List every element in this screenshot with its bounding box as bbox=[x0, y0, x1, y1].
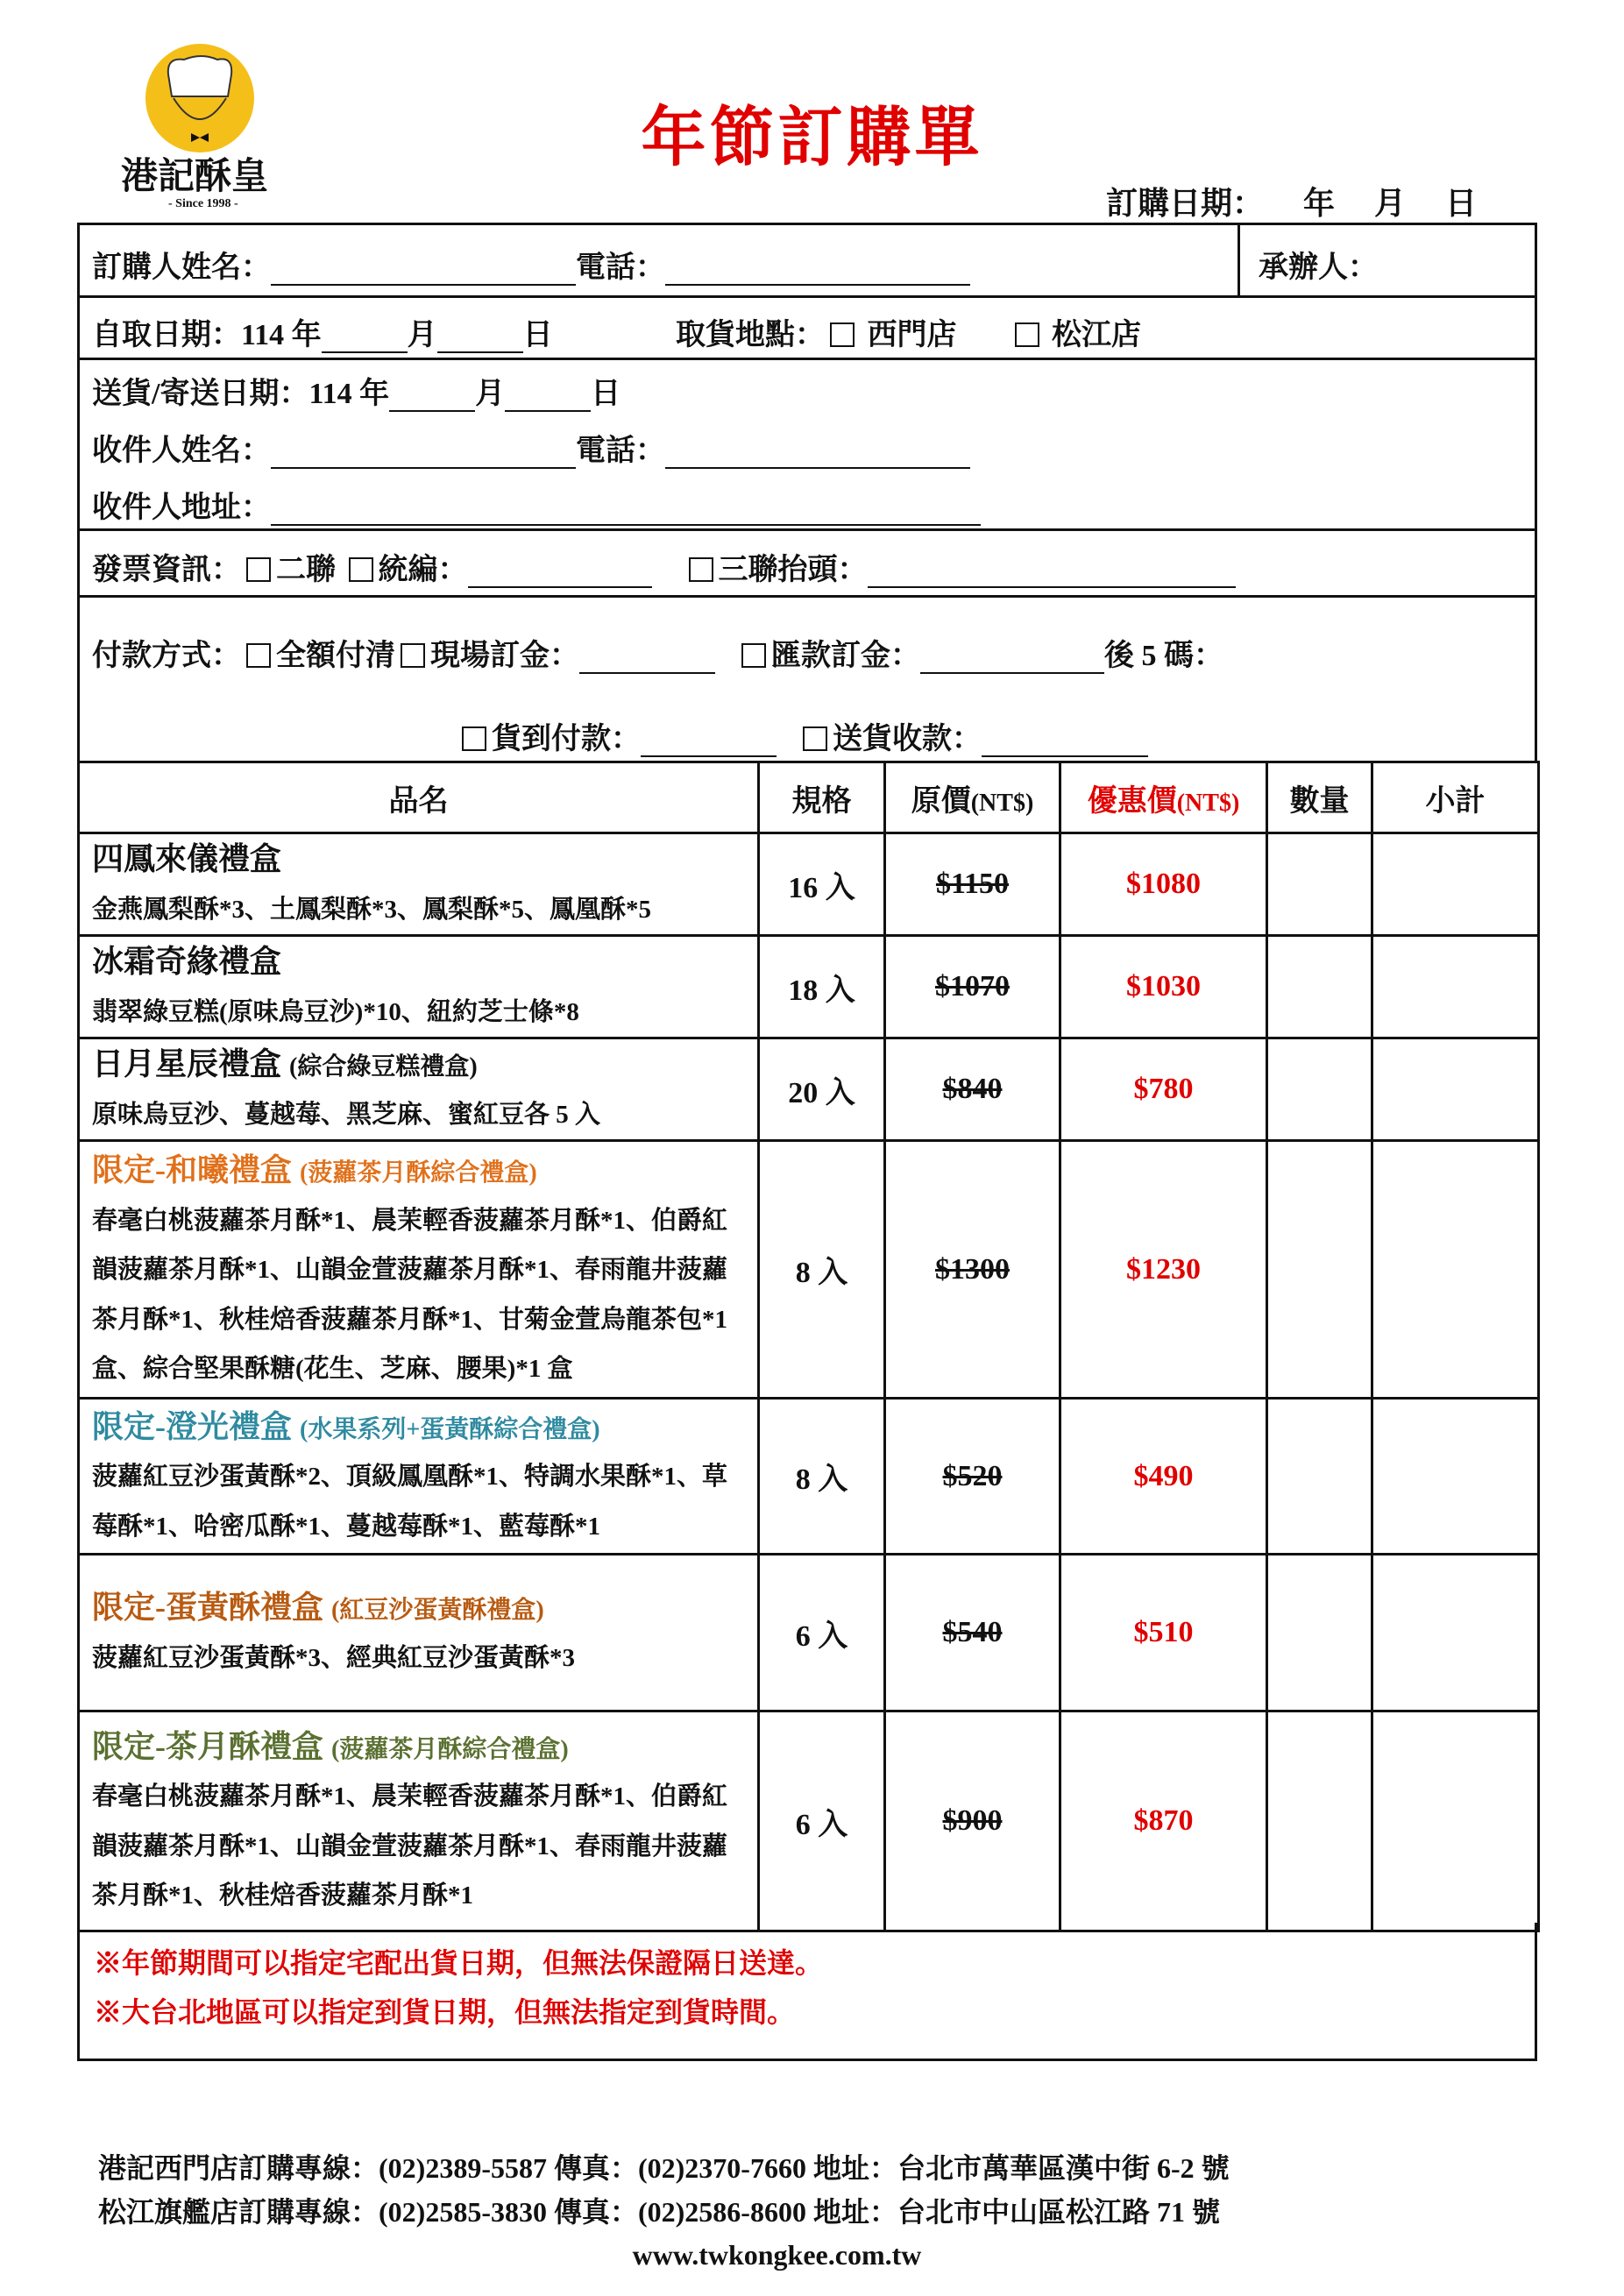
collect-checkbox[interactable] bbox=[803, 726, 827, 751]
item-spec: 16 入 bbox=[759, 833, 885, 936]
item-spec: 6 入 bbox=[759, 1555, 885, 1711]
table-row bbox=[79, 833, 1539, 936]
item-name-cell bbox=[79, 1141, 759, 1399]
day-label: 日 bbox=[522, 319, 553, 351]
buyer-phone-field[interactable] bbox=[665, 256, 970, 286]
item-sale-price: $870 bbox=[1060, 1711, 1267, 1931]
item-name-cell bbox=[79, 1555, 759, 1711]
invoice-label: 發票資訊： bbox=[92, 554, 241, 586]
cod-field[interactable] bbox=[641, 727, 777, 757]
buyer-phone-label: 電話： bbox=[576, 252, 665, 284]
recipient-name-field[interactable] bbox=[271, 439, 576, 469]
delivery-month-field[interactable] bbox=[389, 382, 475, 412]
day-label: 日 bbox=[591, 378, 621, 410]
collect-label: 送貨收款： bbox=[833, 723, 982, 755]
tax-id-field[interactable] bbox=[468, 558, 652, 588]
order-date bbox=[1106, 179, 1477, 223]
qty-field[interactable] bbox=[1267, 1038, 1372, 1141]
page-title: 年節訂購單 bbox=[641, 103, 983, 174]
item-name-cell bbox=[79, 936, 759, 1038]
item-sale-price: $1030 bbox=[1060, 936, 1267, 1038]
item-name-cell bbox=[79, 1399, 759, 1555]
col-orig bbox=[885, 762, 1060, 833]
currency: (NT$) bbox=[970, 789, 1034, 817]
item-spec: 6 入 bbox=[759, 1711, 885, 1931]
last5-label: 後 5 碼： bbox=[1104, 640, 1223, 672]
inv3-label: 三聯抬頭： bbox=[718, 554, 868, 586]
buyer-name-label: 訂購人姓名： bbox=[92, 252, 271, 284]
table-row bbox=[79, 1399, 1539, 1555]
item-spec: 18 入 bbox=[759, 936, 885, 1038]
cod-checkbox[interactable] bbox=[462, 726, 486, 751]
delivery-day-field[interactable] bbox=[505, 382, 591, 412]
col-sale bbox=[1060, 762, 1267, 833]
subtotal-field[interactable] bbox=[1372, 833, 1539, 936]
footer-songjiang: 松江旗艦店訂購專線：(02)2585-3830 傳真：(02)2586-8600 地址：台北市中山區松江路 71 號 bbox=[98, 2195, 1220, 2228]
invoice-row bbox=[80, 531, 1535, 598]
item-sale-price: $1080 bbox=[1060, 833, 1267, 936]
currency: (NT$) bbox=[1176, 789, 1240, 817]
item-spec: 8 入 bbox=[759, 1399, 885, 1555]
recipient-phone-label: 電話： bbox=[576, 435, 665, 467]
collect-field[interactable] bbox=[982, 727, 1148, 757]
logo-text: 港記酥皇 bbox=[121, 154, 269, 197]
pickup-date-label: 自取日期：114 年 bbox=[92, 319, 322, 351]
item-desc: 菠蘿紅豆沙蛋黃酥*3、經典紅豆沙蛋黃酥*3 bbox=[92, 1643, 576, 1672]
subtotal-field[interactable] bbox=[1372, 1711, 1539, 1931]
item-name-cell bbox=[79, 1711, 759, 1931]
qty-field[interactable] bbox=[1267, 1141, 1372, 1399]
item-desc: 菠蘿紅豆沙蛋黃酥*2、頂級鳳凰酥*1、特調水果酥*1、草莓酥*1、哈密瓜酥*1、蔓越莓酥*1、藍莓酥*1 bbox=[92, 1463, 728, 1541]
subtotal-field[interactable] bbox=[1372, 1399, 1539, 1555]
item-name: 限定-蛋黃酥禮盒 bbox=[92, 1590, 323, 1626]
orig-header: 原價 bbox=[911, 784, 971, 818]
store1-checkbox[interactable] bbox=[830, 322, 855, 347]
full-checkbox[interactable] bbox=[246, 643, 271, 668]
onsite-field[interactable] bbox=[579, 644, 715, 674]
item-spec: 8 入 bbox=[759, 1141, 885, 1399]
inv3-field[interactable] bbox=[868, 558, 1236, 588]
item-desc: 春毫白桃菠蘿茶月酥*1、晨茉輕香菠蘿茶月酥*1、伯爵紅韻菠蘿茶月酥*1、山韻金萱菠蘿茶月酥*1、春雨龍井菠蘿茶月酥*1、秋桂焙香菠蘿茶月酥*1、甘菊金萱烏龍茶包*1 盒、綜合堅果酥糖(花生、芝麻、腰果)*1 盒 bbox=[92, 1206, 728, 1384]
sale-header: 優惠價 bbox=[1087, 784, 1177, 818]
item-name: 限定-茶月酥禮盒 bbox=[92, 1728, 323, 1764]
item-desc: 翡翠綠豆糕(原味烏豆沙)*10、紐約芝士條*8 bbox=[92, 997, 579, 1026]
table-row bbox=[79, 1711, 1539, 1931]
item-subtitle: (菠蘿茶月酥綜合禮盒) bbox=[300, 1159, 537, 1187]
delivery-date-label: 送貨/寄送日期：114 年 bbox=[92, 378, 390, 410]
item-orig-price: $520 bbox=[885, 1399, 1060, 1555]
qty-field[interactable] bbox=[1267, 936, 1372, 1038]
inv2-label: 二聯 bbox=[276, 554, 336, 586]
svg-text:- Since 1998 -: - Since 1998 - bbox=[168, 197, 238, 210]
recipient-phone-field[interactable] bbox=[665, 439, 970, 469]
onsite-label: 現場訂金： bbox=[430, 640, 579, 672]
qty-field[interactable] bbox=[1267, 1711, 1372, 1931]
item-orig-price: $900 bbox=[885, 1711, 1060, 1931]
item-name: 冰霜奇緣禮盒 bbox=[92, 944, 282, 980]
item-name: 限定-和曦禮盒 bbox=[92, 1152, 292, 1188]
order-form bbox=[77, 223, 1537, 763]
footer-ximen: 港記西門店訂購專線：(02)2389-5587 傳真：(02)2370-7660 地址：台北市萬華區漢中街 6-2 號 bbox=[98, 2152, 1230, 2184]
cod-label: 貨到付款： bbox=[492, 723, 641, 755]
recipient-address-field[interactable] bbox=[271, 496, 981, 526]
item-orig-price: $540 bbox=[885, 1555, 1060, 1711]
item-subtitle: (紅豆沙蛋黃酥禮盒) bbox=[331, 1597, 544, 1625]
table-row bbox=[79, 1555, 1539, 1711]
buyer-name-field[interactable] bbox=[271, 256, 576, 286]
tax-id-label: 統編： bbox=[378, 554, 468, 586]
qty-field[interactable] bbox=[1267, 1399, 1372, 1555]
item-orig-price: $1150 bbox=[885, 833, 1060, 936]
item-sale-price: $780 bbox=[1060, 1038, 1267, 1141]
pickup-row bbox=[80, 298, 1535, 360]
subtotal-field[interactable] bbox=[1372, 936, 1539, 1038]
item-spec: 20 入 bbox=[759, 1038, 885, 1141]
year-label: 年 bbox=[1303, 186, 1336, 221]
col-spec: 規格 bbox=[759, 762, 885, 833]
store1-label: 西門店 bbox=[867, 319, 957, 351]
item-orig-price: $1070 bbox=[885, 936, 1060, 1038]
item-name: 日月星辰禮盒 bbox=[92, 1046, 282, 1082]
order-date-label: 訂購日期： bbox=[1106, 186, 1265, 221]
table-row bbox=[79, 936, 1539, 1038]
product-table bbox=[77, 761, 1540, 1932]
item-desc: 春毫白桃菠蘿茶月酥*1、晨茉輕香菠蘿茶月酥*1、伯爵紅韻菠蘿茶月酥*1、山韻金萱菠蘿茶月酥*1、春雨龍井菠蘿茶月酥*1、秋桂焙香菠蘿茶月酥*1 bbox=[92, 1782, 728, 1910]
item-orig-price: $840 bbox=[885, 1038, 1060, 1141]
col-qty: 數量 bbox=[1267, 762, 1372, 833]
website-link[interactable]: www.twkongkee.com.tw bbox=[632, 2239, 922, 2271]
item-subtitle: (水果系列+蛋黃酥綜合禮盒) bbox=[300, 1415, 600, 1443]
divider bbox=[1238, 225, 1240, 295]
qty-field[interactable] bbox=[1267, 1555, 1372, 1711]
item-name-cell bbox=[79, 833, 759, 936]
buyer-row bbox=[80, 225, 1535, 298]
transfer-checkbox[interactable] bbox=[741, 643, 766, 668]
notes bbox=[77, 1923, 1537, 2061]
item-name: 限定-澄光禮盒 bbox=[92, 1408, 292, 1444]
table-row bbox=[79, 1141, 1539, 1399]
tax-id-checkbox[interactable] bbox=[349, 557, 373, 582]
subtotal-field[interactable] bbox=[1372, 1141, 1539, 1399]
inv2-checkbox[interactable] bbox=[246, 557, 271, 582]
item-sale-price: $1230 bbox=[1060, 1141, 1267, 1399]
day-label: 日 bbox=[1445, 186, 1478, 221]
pickup-month-field[interactable] bbox=[322, 323, 408, 353]
payment-label: 付款方式： bbox=[92, 640, 241, 672]
table-row bbox=[79, 1038, 1539, 1141]
month-label: 月 bbox=[475, 378, 506, 410]
subtotal-field[interactable] bbox=[1372, 1038, 1539, 1141]
item-name: 四鳳來儀禮盒 bbox=[92, 841, 282, 876]
onsite-checkbox[interactable] bbox=[401, 643, 425, 668]
full-label: 全額付清 bbox=[276, 640, 395, 672]
transfer-field[interactable] bbox=[920, 644, 1104, 674]
month-label: 月 bbox=[1374, 186, 1407, 221]
store2-checkbox[interactable] bbox=[1015, 322, 1039, 347]
pickup-place-label: 取貨地點： bbox=[676, 319, 825, 351]
item-orig-price: $1300 bbox=[885, 1141, 1060, 1399]
pickup-day-field[interactable] bbox=[437, 323, 523, 353]
item-subtitle: (菠蘿茶月酥綜合禮盒) bbox=[331, 1735, 569, 1763]
item-name-cell bbox=[79, 1038, 759, 1141]
item-subtitle: (綜合綠豆糕禮盒) bbox=[289, 1053, 478, 1081]
qty-field[interactable] bbox=[1267, 833, 1372, 936]
store2-label: 松江店 bbox=[1052, 319, 1141, 351]
col-subtotal: 小計 bbox=[1372, 762, 1539, 833]
note: ※年節期間可以指定宅配出貨日期，但無法保證隔日送達。 bbox=[94, 1947, 824, 1979]
transfer-label: 匯款訂金： bbox=[771, 640, 920, 672]
footer bbox=[0, 2147, 1624, 2278]
recipient-name-label: 收件人姓名： bbox=[92, 435, 271, 467]
handler-label: 承辦人： bbox=[1259, 252, 1378, 284]
inv3-checkbox[interactable] bbox=[689, 557, 713, 582]
item-desc: 原味烏豆沙、蔓越莓、黑芝麻、蜜紅豆各 5 入 bbox=[92, 1100, 601, 1129]
item-sale-price: $490 bbox=[1060, 1399, 1267, 1555]
table-header bbox=[79, 762, 1539, 833]
item-desc: 金燕鳳梨酥*3、土鳳梨酥*3、鳳梨酥*5、鳳凰酥*5 bbox=[92, 895, 652, 924]
recipient-address-label: 收件人地址： bbox=[92, 492, 271, 524]
col-name: 品名 bbox=[79, 762, 759, 833]
note: ※大台北地區可以指定到貨日期，但無法指定到貨時間。 bbox=[94, 1996, 796, 2028]
item-sale-price: $510 bbox=[1060, 1555, 1267, 1711]
payment-row bbox=[80, 598, 1535, 763]
subtotal-field[interactable] bbox=[1372, 1555, 1539, 1711]
delivery-row bbox=[80, 360, 1535, 531]
month-label: 月 bbox=[407, 319, 437, 351]
